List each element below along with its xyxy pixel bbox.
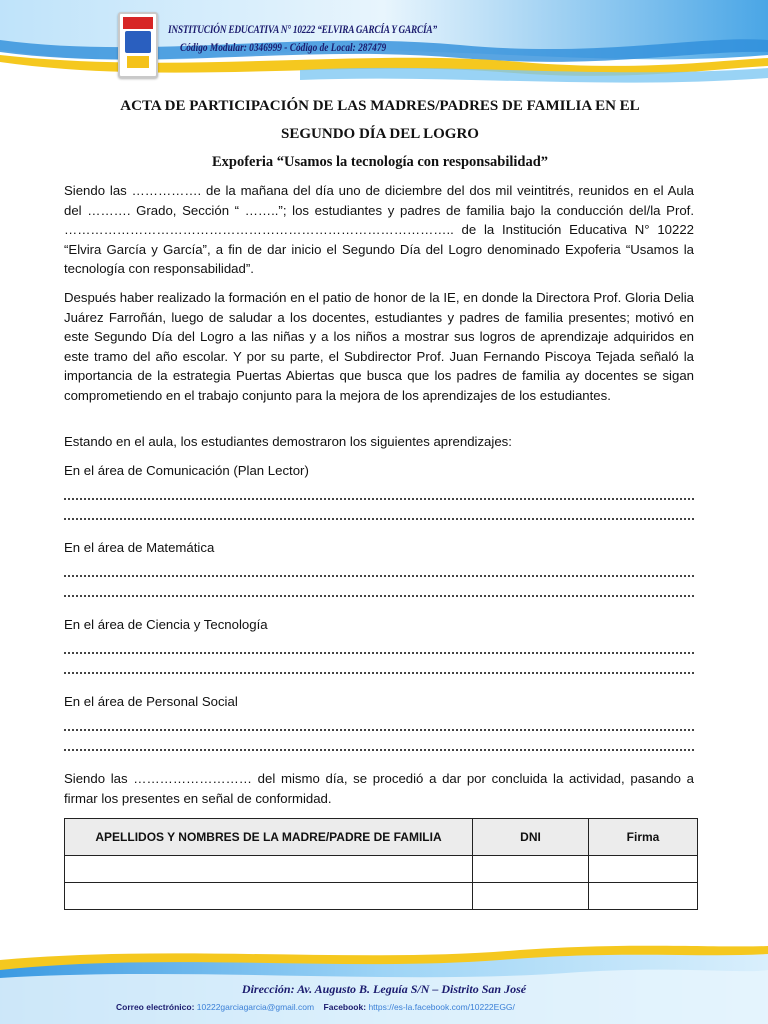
- name-cell[interactable]: [65, 883, 473, 910]
- table-header-row: [65, 819, 698, 856]
- facebook-label: Facebook:: [323, 1002, 367, 1012]
- context-paragraph: Después haber realizado la formación en el patio de honor de la IE, en donde la Directora Prof. Gloria Delia Juárez Farroñán, luego de saludar a los docentes, estudiantes y padres de familia presentes; motivó en este Segundo Día del Logro a las niñas y a los niños a mostrar sus logros de aprendizaje adquiridos en este tramo del año escolar. Y por su parte, el Subdirector Prof. Juan Fernando Piscoya Tejada señaló la importancia de la estrategia Puertas Abiertas que busca que los padres de familia ay docentes se sigan comprometiendo en el trabajo conjunto para la mejora de los aprendizajes de los estudiantes.: [64, 290, 694, 403]
- dni-cell[interactable]: [473, 883, 589, 910]
- footer-contact: [116, 1002, 515, 1012]
- fill-line: [64, 728, 694, 731]
- area-personal-social-label: En el área de Personal Social: [64, 694, 238, 709]
- area-matematica-label: En el área de Matemática: [64, 540, 215, 555]
- opening-paragraph: Siendo las ……………. de la mañana del día uno de diciembre del dos mil veintitrés, reunidos en el Aula del ………. Grado, Sección “ ……..”; los estudiantes y padres de familia bajo la conducción del/la Prof. …………………………………………………………………………….. de la Institución Educativa N° 10222 “Elvira García y García”, a fin de dar inicio el Segundo Día del Logro denominado Expoferia “Usamos la tecnología con responsabilidad”.: [64, 183, 694, 276]
- fill-line: [64, 594, 694, 597]
- col-header-names: APELLIDOS Y NOMBRES DE LA MADRE/PADRE DE FAMILIA: [65, 819, 473, 856]
- table-row: [65, 856, 698, 883]
- email-link[interactable]: 10222garciagarcia@gmail.com: [196, 1002, 315, 1012]
- signature-table: [64, 818, 698, 910]
- closing-paragraph: Siendo las ……………………… del mismo día, se procedió a dar por concluida la actividad, pasando a firmar los presentes en señal de conformidad.: [64, 771, 694, 806]
- logo-red-band: [123, 17, 153, 29]
- footer-address: Dirección: Av. Augusto B. Leguía S/N – Distrito San José: [241, 982, 527, 996]
- table-row: [65, 883, 698, 910]
- signature-cell[interactable]: [589, 856, 698, 883]
- area-comunicacion-label: En el área de Comunicación (Plan Lector): [64, 463, 309, 478]
- signature-cell[interactable]: [589, 883, 698, 910]
- fill-line: [64, 671, 694, 674]
- document-title-line1: ACTA DE PARTICIPACIÓN DE LAS MADRES/PADRES DE FAMILIA EN EL: [120, 98, 640, 114]
- fill-line: [64, 517, 694, 520]
- logo-crest: [125, 31, 151, 53]
- institution-name: INSTITUCIÓN EDUCATIVA N° 10222 “ELVIRA GARCÍA Y GARCÍA”: [168, 22, 437, 36]
- col-header-signature: Firma: [589, 819, 698, 856]
- school-logo: [118, 12, 158, 78]
- institution-codes: Código Modular: 0346999 - Código de Local: 287479: [180, 40, 387, 54]
- document-subtitle: Expoferia “Usamos la tecnología con responsabilidad”: [211, 154, 549, 170]
- fill-line: [64, 574, 694, 577]
- area-ciencia-label: En el área de Ciencia y Tecnología: [64, 617, 268, 632]
- facebook-link[interactable]: https://es-la.facebook.com/10222EGG/: [368, 1002, 515, 1012]
- fill-line: [64, 651, 694, 654]
- col-header-dni: DNI: [473, 819, 589, 856]
- fill-line: [64, 748, 694, 751]
- email-label: Correo electrónico:: [116, 1002, 195, 1012]
- logo-yellow-band: [127, 56, 149, 68]
- learnings-intro: Estando en el aula, los estudiantes demostraron los siguientes aprendizajes:: [64, 434, 512, 449]
- name-cell[interactable]: [65, 856, 473, 883]
- document-title-line2: SEGUNDO DÍA DEL LOGRO: [281, 126, 479, 142]
- dni-cell[interactable]: [473, 856, 589, 883]
- fill-line: [64, 497, 694, 500]
